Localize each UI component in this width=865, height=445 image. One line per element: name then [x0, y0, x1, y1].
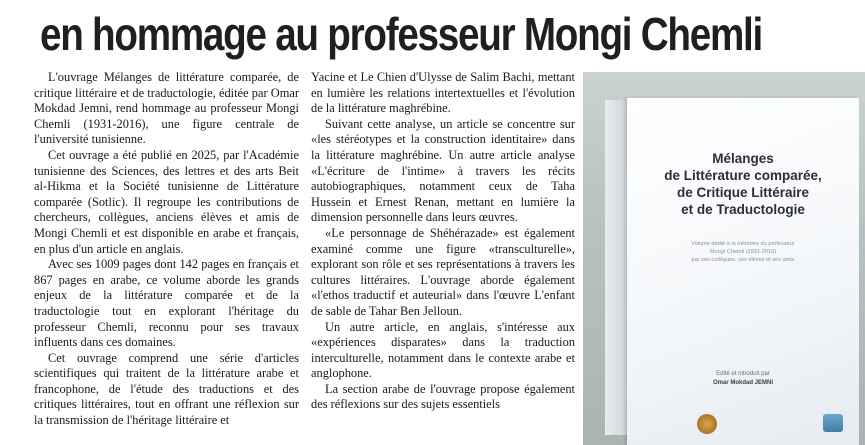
book-spine [605, 100, 627, 435]
book-title [637, 150, 849, 218]
paragraph: L'ouvrage Mélanges de littérature comparée, de critique littéraire et de traductologie, éditée par Omar Mokdad Jemni, rend hommage au professeur Mongi Chemli (1931-2016), une figure centrale de l'université tunisienne. [34, 70, 299, 147]
book-subtitle-line: Volume dédié à la mémoire du professeur [691, 241, 795, 247]
book-photo [583, 72, 865, 445]
article-column-2 [311, 70, 575, 445]
article-column-1 [34, 70, 299, 445]
paragraph: «Le personnage de Shéhérazade» est également examiné comme une figure «transculturelle», explorant son rôle et ses représentations à travers les cultures littéraires. L'ouvrage aborde également «l'ethos traductif et auteurial» dans l'œuvre L'enfant de sable de Tahar Ben Jelloun. [311, 225, 575, 318]
book-title-line: Mélanges [712, 151, 774, 166]
book-subtitle [649, 240, 837, 264]
book-editor [649, 370, 837, 388]
book-author: Omar Mokdad JEMNI [712, 380, 773, 386]
book-edited-by: Edité et introduit par [716, 371, 770, 377]
paragraph: Cet ouvrage comprend une série d'articles scientifiques qui traitent de la littérature arabe et francophone, de l'étude des traductions et des critiques littéraires, tout en offrant une réflexion sur la transmission de l'héritage littéraire et [34, 350, 299, 428]
paragraph: Un autre article, en anglais, s'intéresse aux «expériences disparates» dans la traduction interculturelle, notamment dans le contexte arabe et anglophone. [311, 319, 575, 381]
book-title-line: de Littérature comparée, [664, 168, 822, 183]
book-subtitle-line: Mongi Chemli (1931-2016) [709, 249, 777, 255]
book-cover [627, 98, 859, 445]
headline: en hommage au professeur Mongi Chemli [40, 8, 763, 60]
society-logo-icon [823, 414, 843, 432]
book-title-line: de Critique Littéraire [676, 185, 810, 200]
book-title-line: et de Traductologie [681, 202, 805, 217]
paragraph: Cet ouvrage a été publié en 2025, par l'Académie tunisienne des Sciences, des lettres et des arts Beit al-Hikma et la Société tunisienne de Littérature comparée (Sotlic). Il regroupe les contributions de chercheurs, collègues, anciens élèves et amis de Mongi Chemli et est disponible en arabe et français, en plus d'un article en anglais. [34, 147, 299, 256]
academy-logo-icon [697, 414, 717, 434]
paragraph: Yacine et Le Chien d'Ulysse de Salim Bachi, mettant en lumière les relations intertextuelles et l'évolution de la littérature maghrébine. [311, 70, 575, 116]
paragraph: Suivant cette analyse, un article se concentre sur «les stéréotypes et la construction identitaire» dans la littérature maghrébine. Un autre article analyse «L'écriture de l'intime» à travers les récits autobiographiques, notamment ceux de Taha Hussein et Ernest Renan, mettant en lumière la dimension personnelle dans leurs œuvres. [311, 116, 575, 225]
book-subtitle-line: par ses collègues, ses élèves et ses amis [691, 257, 795, 263]
paragraph: Avec ses 1009 pages dont 142 pages en français et 867 pages en arabe, ce volume aborde les grands enjeux de la littérature comparée et de la traductologie tout en explorant l'héritage du professeur Chemli, reconnu pour ses travaux influents dans ces domaines. [34, 257, 299, 350]
paragraph: La section arabe de l'ouvrage propose également des réflexions sur des sujets essentiels [311, 381, 575, 412]
